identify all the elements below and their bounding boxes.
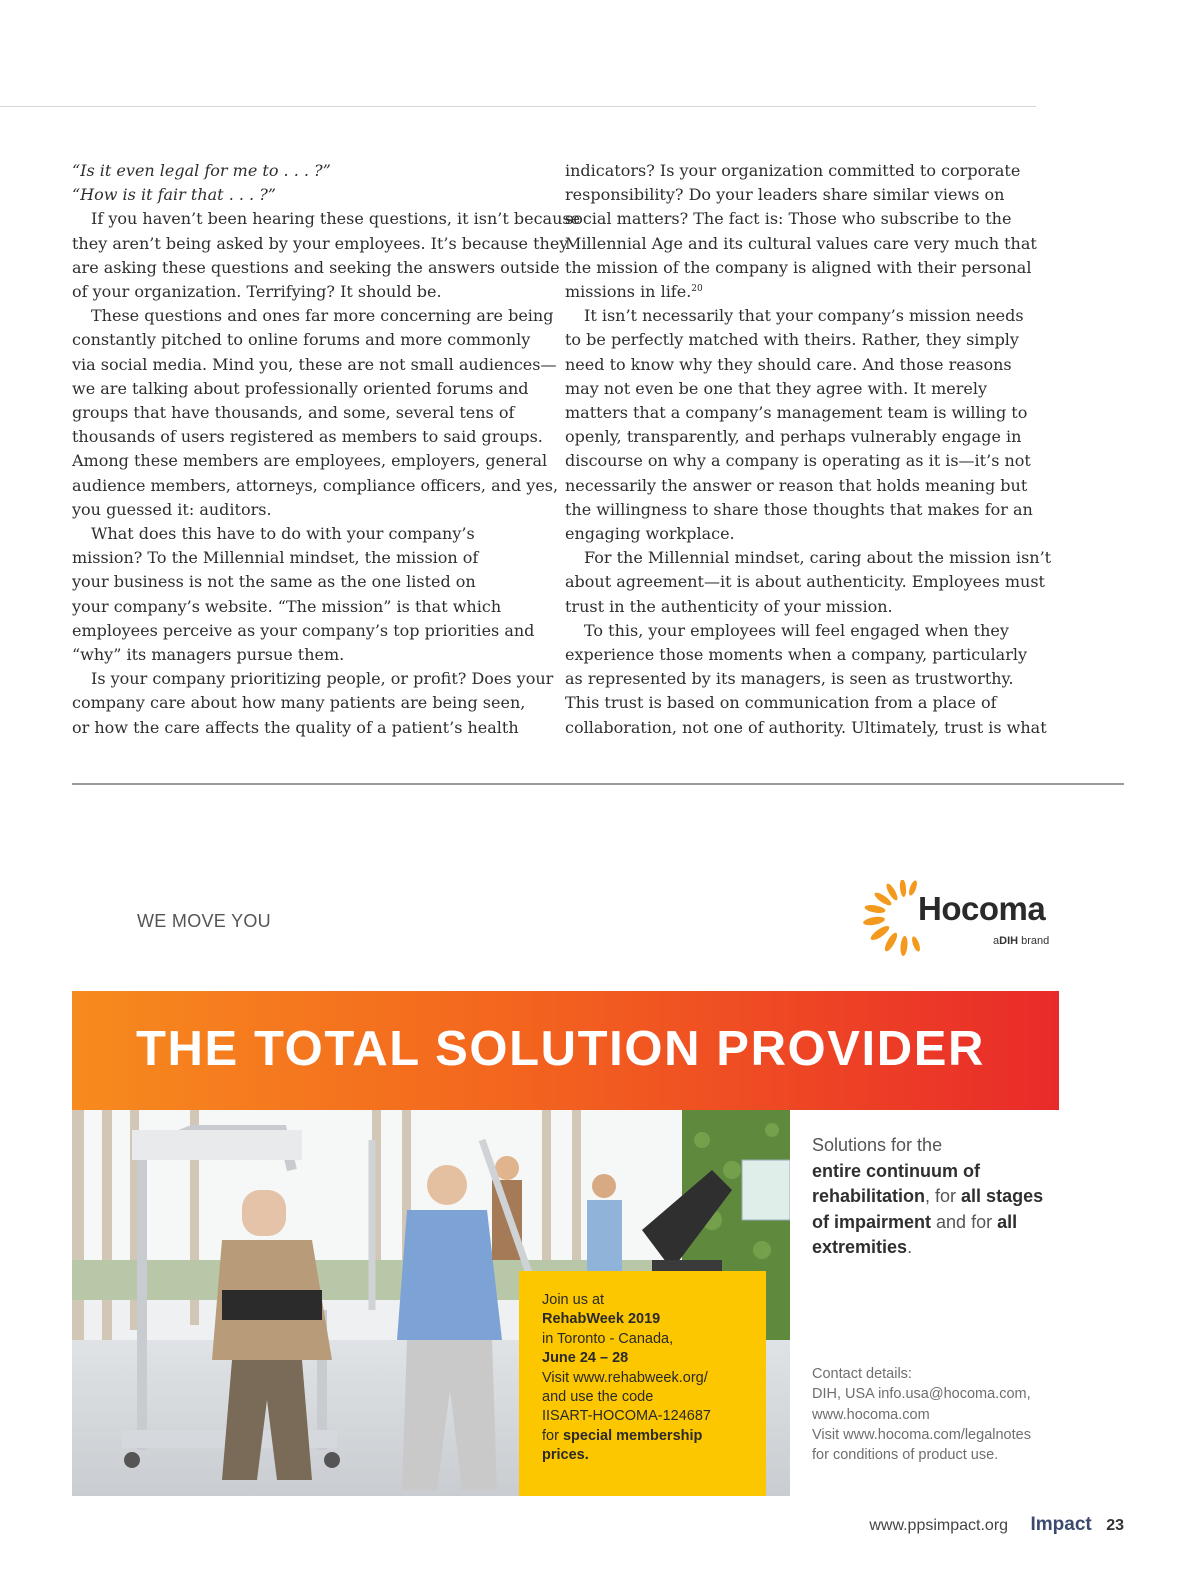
sunburst-logo-icon	[855, 880, 925, 956]
logo-wordmark: Hocoma	[918, 890, 1046, 927]
article-line: mission? To the Millennial mindset, the mission of	[72, 548, 479, 568]
ad-headline: THE TOTAL SOLUTION PROVIDER	[136, 1022, 986, 1076]
article-line: “How is it fair that . . . ?”	[72, 185, 276, 205]
article-column-right	[565, 159, 1052, 740]
rehabweek-link[interactable]: Visit www.rehabweek.org/	[542, 1369, 708, 1386]
article-line: openly, transparently, and perhaps vulnerably engage in	[565, 427, 1022, 447]
article-line: may not even be one that they agree with. It merely	[565, 378, 987, 398]
article-line: trust in the authenticity of your mission.	[565, 596, 893, 616]
article-line: “why” its managers pursue them.	[72, 645, 345, 665]
article-line: thousands of users registered as members to said groups.	[72, 427, 543, 447]
article-line: employees perceive as your company’s top priorities and	[72, 620, 535, 640]
article-line: about agreement—it is about authenticity. Employees must	[565, 572, 1045, 592]
top-divider	[0, 106, 1036, 107]
article-line: For the Millennial mindset, caring about the mission isn’t	[584, 548, 1052, 568]
article-line: missions in life.$^{20}$	[565, 282, 703, 302]
contact-note: for conditions of product use.	[812, 1447, 999, 1464]
article-line: we are talking about professionally oriented forums and	[72, 378, 529, 398]
section-divider	[72, 783, 1124, 785]
page-footer	[869, 1514, 1124, 1536]
article-line: to be perfectly matched with theirs. Rather, they simply	[565, 330, 1019, 350]
ad-value-proposition: Solutions for the entire continuum of rehabilitation, for all stages of impairment and for all extremities.	[812, 1135, 1044, 1257]
article-line: the willingness to share those thoughts that makes for an	[565, 499, 1033, 519]
contact-website[interactable]: www.hocoma.com	[812, 1406, 930, 1423]
article-line: groups that have thousands, and some, several tens of	[72, 403, 515, 423]
article-line: “Is it even legal for me to . . . ?”	[72, 161, 331, 180]
article-line: or how the care affects the quality of a patient’s health	[72, 717, 519, 737]
article-line: need to know why they should care. And those reasons	[565, 354, 1012, 374]
article-line: To this, your employees will feel engaged when they	[584, 620, 1009, 640]
article-line: of your organization. Terrifying? It should be.	[72, 282, 442, 302]
article-line: they aren’t being asked by your employees. It’s because they	[72, 233, 569, 253]
article-line: necessarily the answer or reason that holds meaning but	[565, 475, 1028, 495]
article-line: What does this have to do with your company’s	[91, 524, 475, 544]
article-line: experience those moments when a company, particularly	[565, 645, 1027, 665]
article-line: It isn’t necessarily that your company’s mission needs	[584, 306, 1024, 326]
contact-email[interactable]: DIH, USA info.usa@hocoma.com,	[812, 1386, 1031, 1403]
article-line: Among these members are employees, employers, general	[72, 451, 548, 471]
article-line: collaboration, not one of authority. Ultimately, trust is what	[565, 717, 1047, 737]
article-line: matters that a company’s management team is willing to	[565, 403, 1028, 423]
article-line: company care about how many patients are being seen,	[72, 693, 526, 713]
logo-subtitle: aDIH brand	[993, 935, 1050, 947]
article-line: This trust is based on communication from a place of	[565, 693, 997, 713]
promo-code: IISART-HOCOMA-124687	[542, 1408, 711, 1425]
article-line: the mission of the company is aligned with their personal	[565, 257, 1032, 277]
article-column-left	[72, 159, 581, 740]
page-number: 23	[1106, 1517, 1124, 1534]
article-line: you guessed it: auditors.	[72, 499, 272, 519]
article-line: discourse on why a company is operating as it is—it’s not	[565, 451, 1031, 471]
hocoma-logo	[855, 880, 1065, 956]
article-line: indicators? Is your organization committed to corporate	[565, 161, 1021, 180]
article-line: audience members, attorneys, compliance officers, and yes,	[72, 475, 559, 495]
article-line: responsibility? Do your leaders share similar views on	[565, 185, 1005, 205]
article-line: Is your company prioritizing people, or profit? Does your	[91, 669, 554, 689]
article-line: as represented by its managers, is seen as trustworthy.	[565, 669, 1014, 689]
footnote-ref: 20	[691, 284, 703, 295]
legalnotes-link[interactable]: Visit www.hocoma.com/legalnotes	[812, 1426, 1031, 1443]
article-line: constantly pitched to online forums and more commonly	[72, 330, 531, 350]
ad-banner	[72, 991, 1059, 1110]
article-line: These questions and ones far more concerning are being	[91, 306, 554, 326]
article-line: your business is not the same as the one listed on	[72, 572, 476, 592]
article-line: your company’s website. “The mission” is that which	[72, 596, 502, 616]
event-promo-box	[519, 1271, 766, 1496]
event-promo-text: Join us at RehabWeek 2019 in Toronto - Canada, June 24 – 28 Visit www.rehabweek.org/ and use the code IISART-HOCOMA-124687 for special membership prices.	[542, 1292, 711, 1464]
contact-heading: Contact details:	[812, 1366, 912, 1382]
article-line: via social media. Mind you, these are not small audiences—	[72, 354, 557, 374]
footer-url[interactable]: www.ppsimpact.org	[869, 1517, 1009, 1534]
article-line: If you haven’t been hearing these questions, it isn’t because	[91, 209, 581, 229]
magazine-name: Impact	[1030, 1514, 1092, 1535]
article-line: Millennial Age and its cultural values care very much that	[565, 233, 1037, 253]
article-line: are asking these questions and seeking the answers outside	[72, 257, 560, 277]
ad-tagline: WE MOVE YOU	[137, 911, 271, 931]
article-line: social matters? The fact is: Those who subscribe to the	[565, 209, 1012, 229]
article-line: engaging workplace.	[565, 524, 735, 544]
ad-contact-details	[812, 1364, 1031, 1465]
